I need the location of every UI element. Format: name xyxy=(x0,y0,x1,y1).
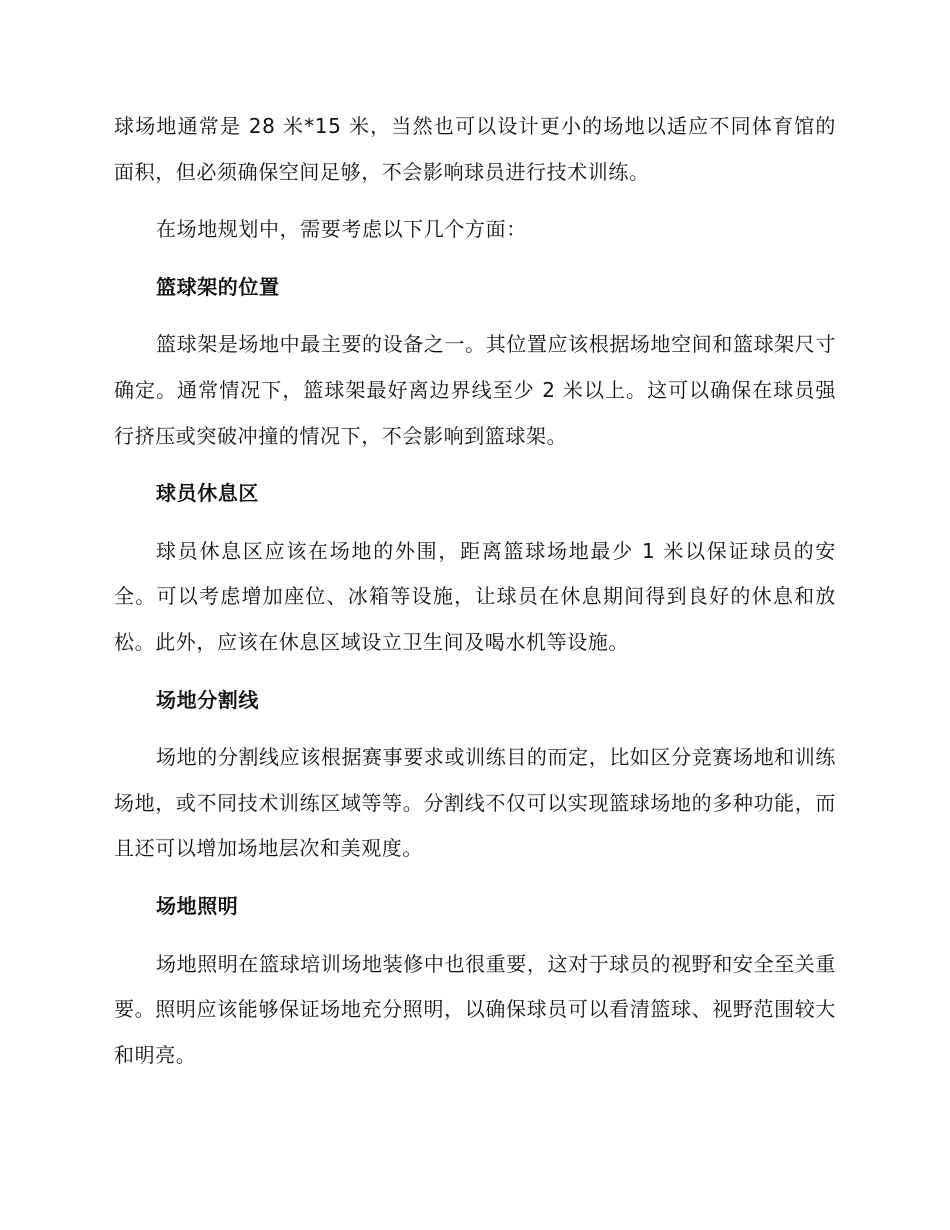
paragraph-rest-area: 球员休息区应该在场地的外围，距离篮球场地最少 1 米以保证球员的安全。可以考虑增加座位、冰箱等设施，让球员在休息期间得到良好的休息和放松。此外，应该在休息区域设立卫生间及喝水机等设施。 xyxy=(114,538,836,654)
heading-rest-area: 球员休息区 xyxy=(156,481,259,506)
heading-dividing-lines: 场地分割线 xyxy=(156,687,259,712)
paragraph-court-size: 球场地通常是 28 米*15 米，当然也可以设计更小的场地以适应不同体育馆的面积，但必须确保空间足够，不会影响球员进行技术训练。 xyxy=(114,114,836,184)
heading-hoop-position: 篮球架的位置 xyxy=(156,274,280,299)
document-body xyxy=(114,104,836,1090)
paragraph-planning-intro: 在场地规划中，需要考虑以下几个方面： xyxy=(156,217,527,242)
heading-lighting: 场地照明 xyxy=(156,893,239,918)
paragraph-dividing-lines: 场地的分割线应该根据赛事要求或训练目的而定，比如区分竞赛场地和训练场地，或不同技术训练区域等等。分割线不仅可以实现篮球场地的多种功能，而且还可以增加场地层次和美观度。 xyxy=(114,745,836,861)
paragraph-lighting: 场地照明在篮球培训场地装修中也很重要，这对于球员的视野和安全至关重要。照明应该能够保证场地充分照明，以确保球员可以看清篮球、视野范围较大和明亮。 xyxy=(114,951,836,1067)
paragraph-hoop-position: 篮球架是场地中最主要的设备之一。其位置应该根据场地空间和篮球架尺寸确定。通常情况下，篮球架最好离边界线至少 2 米以上。这可以确保在球员强行挤压或突破冲撞的情况下，不会影响到篮球架。 xyxy=(114,332,836,448)
